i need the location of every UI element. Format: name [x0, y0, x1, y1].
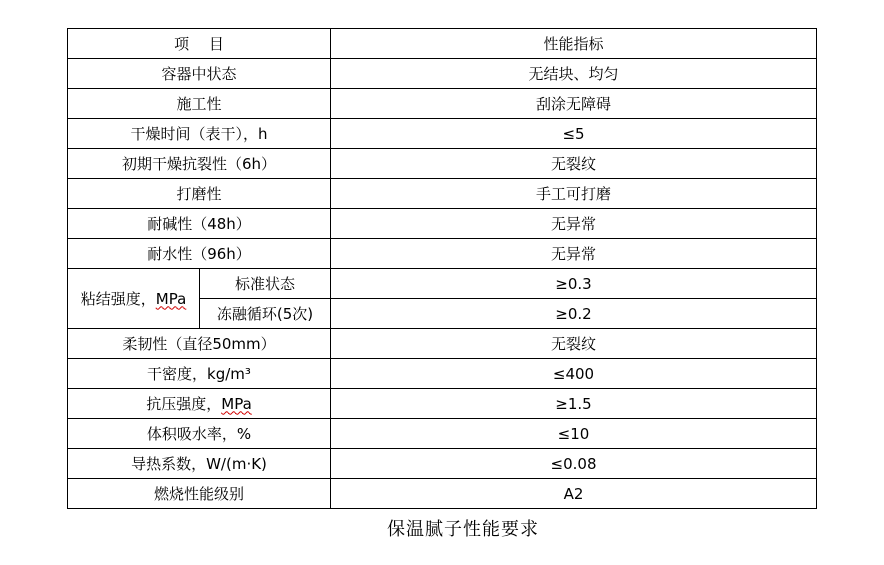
item-cell — [68, 389, 331, 419]
table-row — [68, 329, 817, 359]
bond-strength-label: 粘结强度， — [80, 289, 156, 308]
condition-cell: 标准状态 — [200, 269, 331, 299]
spec-cell: 无异常 — [331, 209, 817, 239]
table-row — [68, 119, 817, 149]
spec-cell: 无裂纹 — [331, 149, 817, 179]
spec-cell: 无裂纹 — [331, 329, 817, 359]
item-cell: 初期干燥抗裂性（6h） — [68, 149, 331, 179]
performance-spec-table — [67, 28, 817, 509]
table-row — [68, 149, 817, 179]
spec-cell: ≤400 — [331, 359, 817, 389]
item-cell: 耐水性（96h） — [68, 239, 331, 269]
condition-cell: 冻融循环(5次) — [200, 299, 331, 329]
spec-cell: ≥0.3 — [331, 269, 817, 299]
spec-cell: 无异常 — [331, 239, 817, 269]
table-row-compressive — [68, 389, 817, 419]
item-cell: 干密度，kg/m³ — [68, 359, 331, 389]
spec-cell: 手工可打磨 — [331, 179, 817, 209]
table-row — [68, 179, 817, 209]
table-row-bond-standard — [68, 269, 817, 299]
bond-strength-unit: MPa — [155, 289, 187, 308]
header-spec-cell: 性能指标 — [331, 29, 817, 59]
table-row — [68, 359, 817, 389]
compressive-strength-label: 抗压强度， — [146, 394, 222, 413]
compressive-strength-unit: MPa — [221, 394, 252, 413]
item-cell: 体积吸水率，% — [68, 419, 331, 449]
table-row — [68, 89, 817, 119]
table-caption: 保温腻子性能要求 — [387, 519, 539, 540]
item-cell: 柔韧性（直径50mm） — [68, 329, 331, 359]
spec-cell: ≤5 — [331, 119, 817, 149]
header-item-cell: 项 目 — [68, 29, 331, 59]
spec-cell: ≤0.08 — [331, 449, 817, 479]
item-cell: 导热系数，W/(m·K) — [68, 449, 331, 479]
spec-cell: 刮涂无障碍 — [331, 89, 817, 119]
table-row — [68, 59, 817, 89]
spec-cell: ≥1.5 — [331, 389, 817, 419]
item-cell: 干燥时间（表干），h — [68, 119, 331, 149]
spec-cell: A2 — [331, 479, 817, 509]
spec-cell: ≥0.2 — [331, 299, 817, 329]
table-row — [68, 449, 817, 479]
item-cell: 打磨性 — [68, 179, 331, 209]
item-cell: 容器中状态 — [68, 59, 331, 89]
table-row — [68, 419, 817, 449]
table-row — [68, 209, 817, 239]
item-cell: 燃烧性能级别 — [68, 479, 331, 509]
spec-cell: 无结块、均匀 — [331, 59, 817, 89]
item-cell: 施工性 — [68, 89, 331, 119]
table-row — [68, 239, 817, 269]
table-row — [68, 479, 817, 509]
bond-strength-group-label — [68, 269, 200, 329]
item-cell: 耐碱性（48h） — [68, 209, 331, 239]
table-header-row — [68, 29, 817, 59]
spec-cell: ≤10 — [331, 419, 817, 449]
